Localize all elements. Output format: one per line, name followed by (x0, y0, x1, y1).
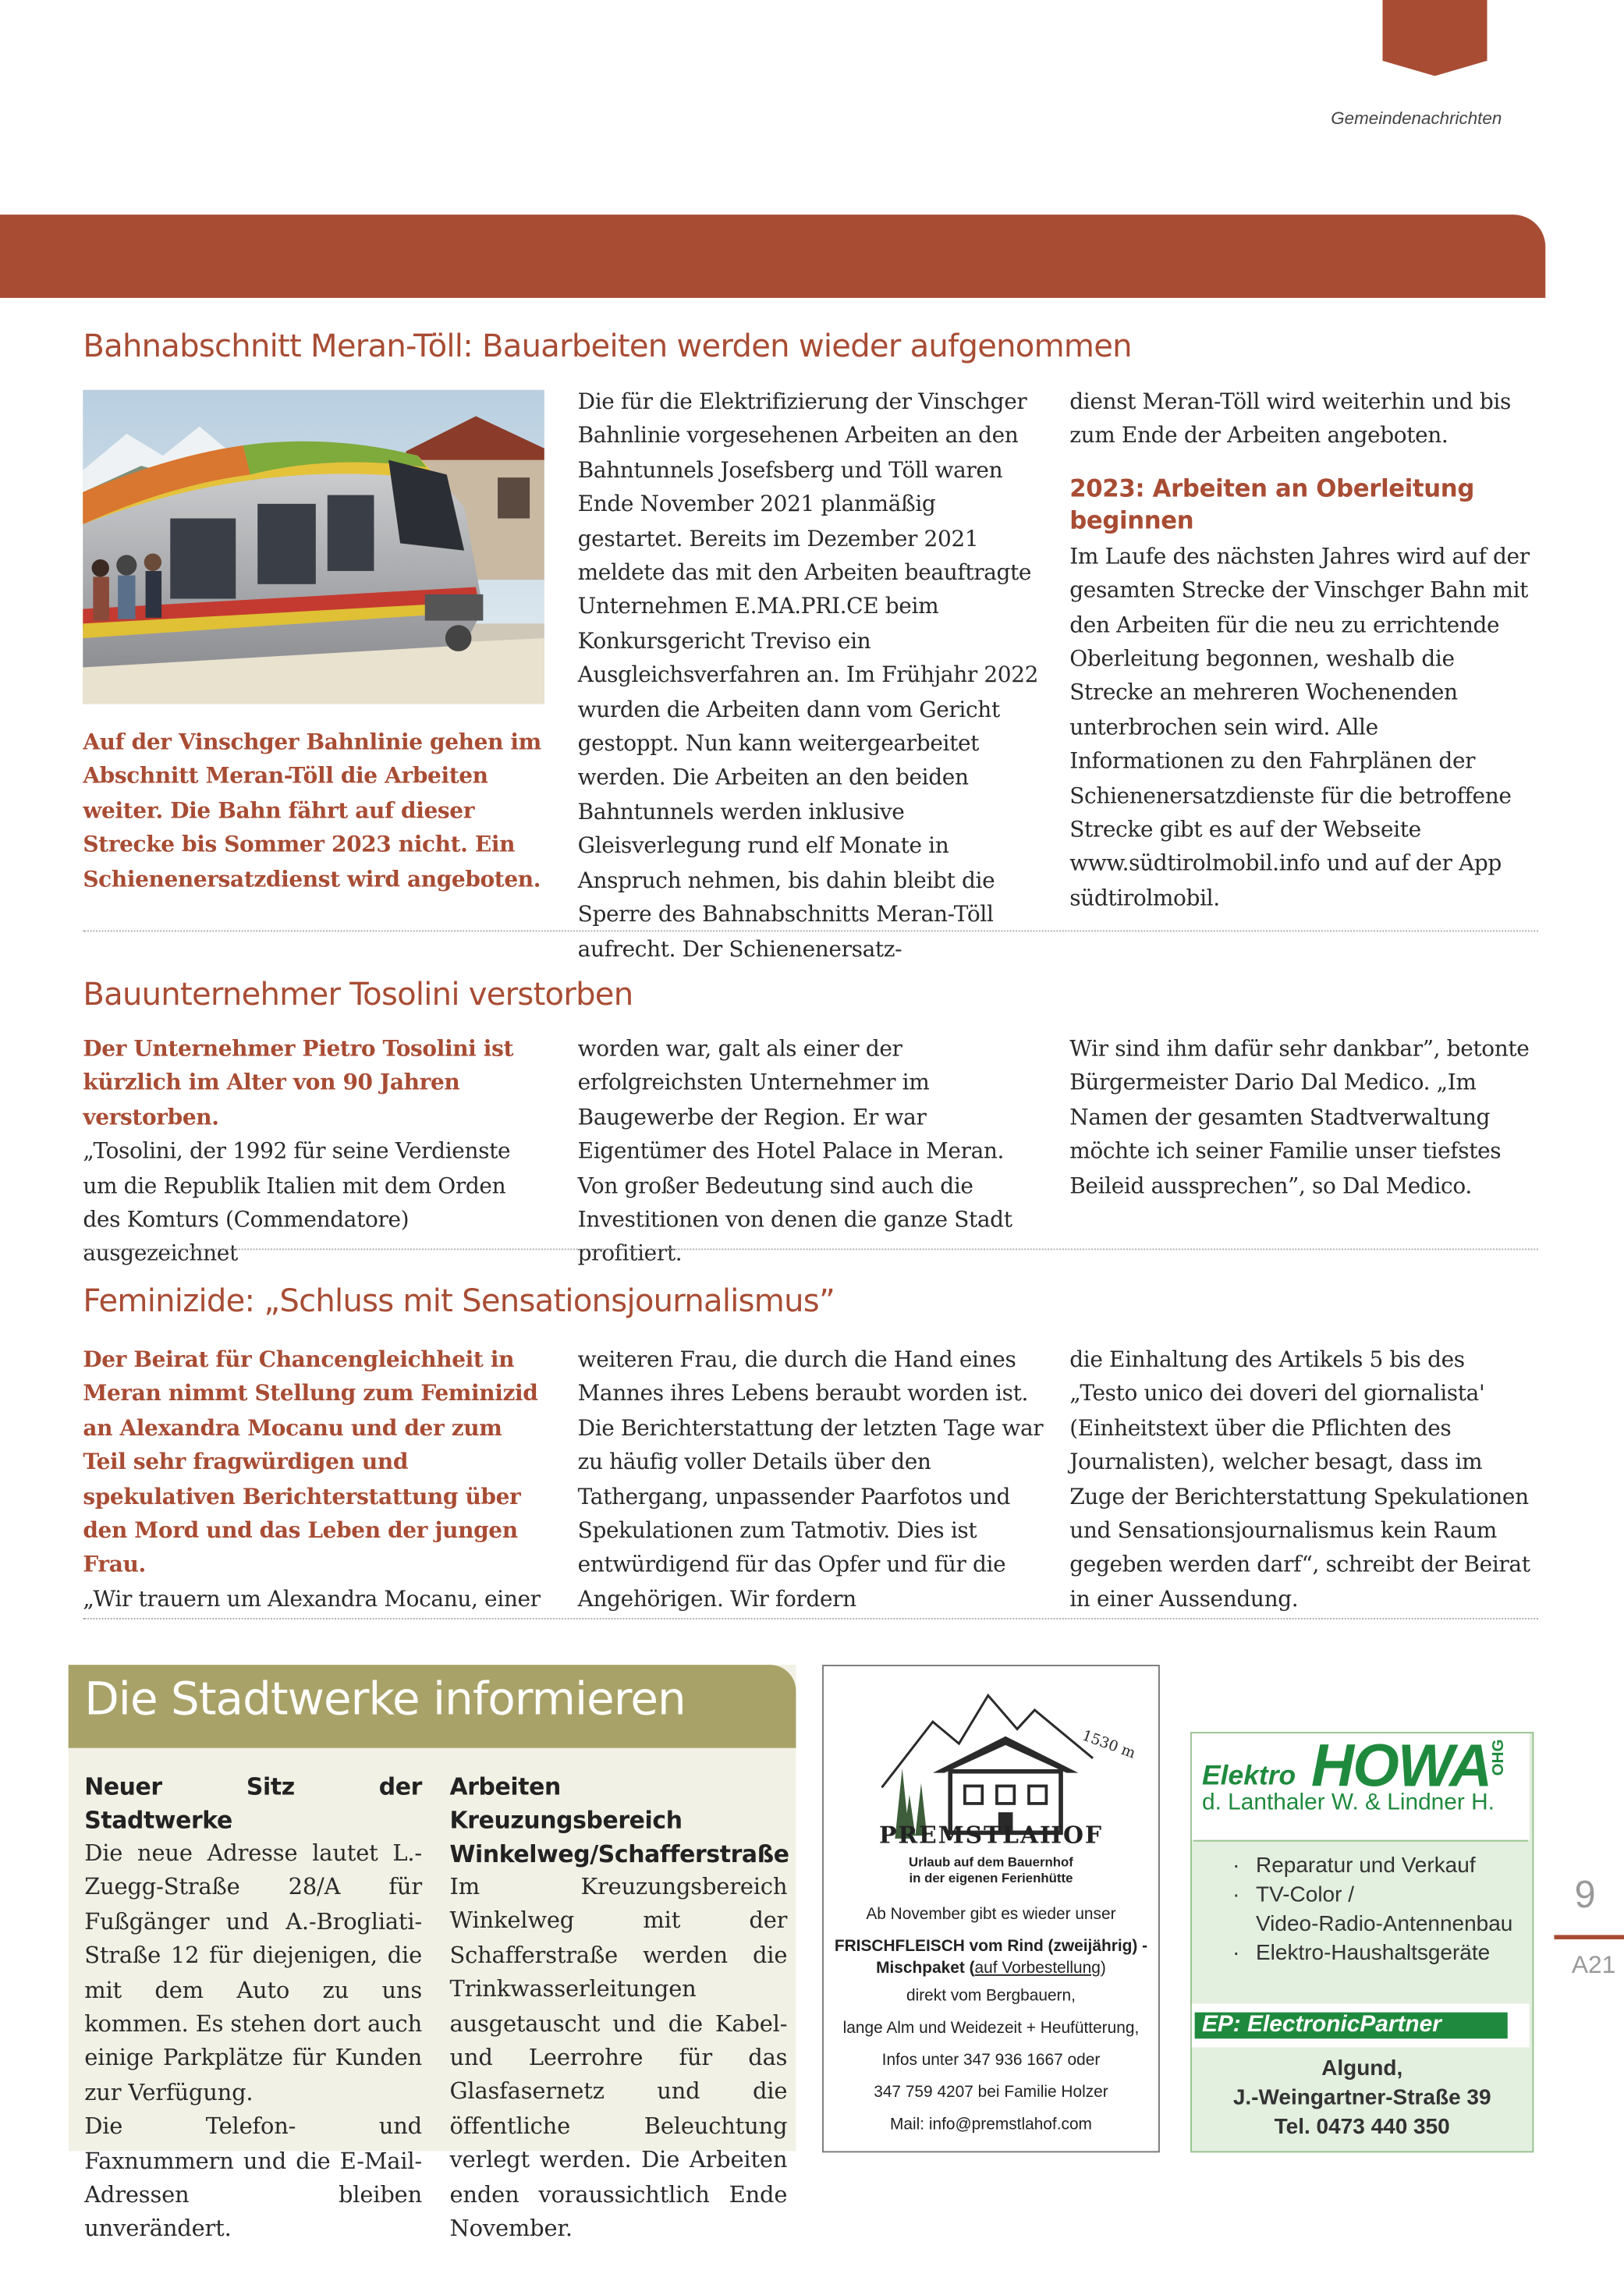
article3-title: Feminizide: „Schluss mit Sensationsjournalismus” (83, 1283, 835, 1321)
premstlahof-name: PREMSTLAHOF (879, 1821, 1103, 1849)
stadtwerke-left-column (84, 1770, 422, 2247)
stadtwerke-left-heading: Neuer Sitz der Stadtwerke (84, 1772, 423, 1835)
howa-street: J.-Weingartner-Straße 39 (1232, 2085, 1491, 2111)
howa-divider (1193, 1840, 1528, 1842)
article3-column2: weiteren Frau, die durch die Hand eines Mannes ihres Lebens beraubt worden ist. Die Berichterstattung der letzten Tage war zu häufig voller Details über den Tathergang, unpassender Paarfotos und Spekulationen zum Tatmotiv. Dies ist entwürdigend für das Opfer und für die Angehörigen. Wir fordern (577, 1346, 1044, 1612)
howa-services (1232, 1852, 1523, 1969)
premstlahof-tagline: Urlaub auf dem Bauernhof (909, 1854, 1073, 1870)
stadtwerke-left-paragraph: Die neue Adresse lautet L.-Zuegg-Straße 28/A für Fußgänger und A.-Brogliati-Straße 12 für diejenigen, die mit dem Auto zu uns kommen. Es stehen dort auch einige Parkplätze für Kunden zur Verfügung. (84, 1839, 423, 2106)
article2-title: Bauunternehmer Tosolini verstorben (83, 977, 633, 1014)
page-tab (1382, 0, 1487, 76)
premstlahof-tagline: in der eigenen Ferienhütte (909, 1871, 1073, 1885)
article2-column3: Wir sind ihm dafür sehr dankbar”, betonte Bürgermeister Dario Dal Medico. „Im Namen der gesamten Stadtverwaltung möchte ich seiner Familie unser tiefstes Beileid aussprechen”, so Dal Medico. (1069, 1035, 1530, 1199)
article1-caption: Auf der Vinschger Bahnlinie gehen im Abschnitt Meran-Töll die Arbeiten weiter. Die Bahn fährt auf dieser Strecke bis Sommer 2023 nicht. Ein Schienenersatzdienst wird angeboten. (83, 729, 541, 892)
howa-service-item (1232, 1910, 1523, 1939)
article1-column3-text: dienst Meran-Töll wird weiterhin und bis zum Ende der Arbeiten angeboten. (1069, 388, 1511, 449)
premstlahof-text: Infos unter 347 936 1667 oder (881, 2052, 1101, 2070)
howa-phone: Tel. 0473 440 350 (1274, 2114, 1450, 2140)
page-code: A21 (1571, 1950, 1616, 1979)
howa-owners: d. Lanthaler W. & Lindner H. (1201, 1790, 1495, 1815)
howa-address (1193, 2055, 1531, 2142)
stadtwerke-left-paragraph: Die Telefon- und Faxnummern und die E-Mail-Adressen bleiben unverändert. (84, 2113, 423, 2243)
article3-lead: Der Beirat für Chancengleichheit in Meran nimmt Stellung zum Feminizid an Alexandra Mocanu und der zum Teil sehr fragwürdigen und spekulativen Berichterstattung über den Mord und das Leben der jungen Frau. (83, 1346, 538, 1578)
train-photo (83, 390, 544, 704)
howa-town: Algund, (1321, 2056, 1403, 2081)
premstlahof-email: Mail: info@premstlahof.com (889, 2116, 1092, 2134)
premstlahof-text (824, 1958, 1158, 1980)
page-number: 9 (1574, 1871, 1596, 1917)
article1-column3 (1069, 385, 1538, 916)
stadtwerke-title: Die Stadtwerke informieren (84, 1673, 686, 1726)
howa-bullet: · (1232, 1853, 1240, 1878)
article2-column2: worden war, galt als einer der erfolgreichsten Unternehmer im Baugewerbe der Region. Er war Eigentümer des Hotel Palace in Meran. Von großer Bedeutung sind auch die Investitionen von denen die ganze Stadt profitiert. (577, 1035, 1012, 1267)
article1-column2: Die für die Elektrifizierung der Vinschger Bahnlinie vorgesehenen Arbeiten an den Bahntunnels Josefsberg und Töll waren Ende November 2021 planmäßig gestartet. Bereits im Dezember 2021 meldete das mit den Arbeiten beauftragte Unternehmen E.MA.PRI.CE beim Konkursgericht Treviso ein Ausgleichsverfahren an. Im Frühjahr 2022 wurden die Arbeiten dann vom Gericht gestoppt. Nun kann weitergearbeitet werden. Die Arbeiten an den beiden Bahntunnels werden inklusive Gleisverlegung rund elf Monate in Anspruch nehmen, bis dahin bleibt die Sperre des Bahnabschnitts Meran-Töll aufrecht. Der Schienenersatz- (577, 388, 1039, 962)
howa-service-text: Reparatur und Verkauf (1256, 1853, 1476, 1878)
header-band (0, 215, 1545, 298)
howa-service-item (1232, 1881, 1523, 1910)
article1-title: Bahnabschnitt Meran-Töll: Bauarbeiten werden wieder aufgenommen (83, 328, 1132, 365)
howa-bullet: · (1232, 1882, 1240, 1907)
divider (83, 1618, 1538, 1619)
howa-service-text: TV-Color / (1256, 1882, 1354, 1907)
article3-column1-text: „Wir trauern um Alexandra Mocanu, einer (83, 1585, 541, 1612)
divider (83, 1249, 1538, 1250)
section-name: Gemeindenachrichten (1331, 108, 1502, 129)
premstlahof-preorder-note: auf Vorbestellung (974, 1960, 1101, 1978)
stadtwerke-right-heading: Arbeiten Kreuzungsbereich Winkelweg/Schafferstraße (449, 1772, 789, 1868)
train-image (83, 390, 544, 704)
premstlahof-text: lange Alm und Weidezeit + Heufütterung, (842, 2019, 1140, 2038)
premstlahof-text-part: ) (1100, 1960, 1106, 1978)
howa-brand: HOWA (1310, 1732, 1491, 1800)
page-number-line (1554, 1935, 1624, 1939)
article3-column3: die Einhaltung des Artikels 5 bis des „Testo unico dei doveri del giornalista' (Einheitstext über die Pflichten des Journalisten), welcher besagt, dass im Zuge der Berichterstattung Spekulationen und Sensationsjournalismus kein Raum gegeben werden darf“, schreibt der Beirat in einer Aussendung. (1069, 1346, 1530, 1612)
article2-column1-text: „Tosolini, der 1992 für seine Verdienste um die Republik Italien mit dem Orden des Komturs (Commendatore) ausgezeichnet (83, 1137, 511, 1267)
article3-column1 (83, 1343, 548, 1617)
premstlahof-text-part: Mischpaket ( (876, 1960, 975, 1978)
premstlahof-ad (822, 1665, 1160, 2152)
premstlahof-text: Ab November gibt es wieder unser (866, 1905, 1116, 1924)
divider (83, 930, 1538, 931)
stadtwerke-right-paragraph: Im Kreuzungsbereich Winkelweg mit der Schafferstraße werden die Trinkwasserleitungen ausgetauscht und die Kabel- und Leerrohre für das Glasfasernetz und die öffentliche Beleuchtung verlegt werden. Die Arbeiten enden voraussichtlich Ende November. (449, 1873, 788, 2242)
article2-column1 (83, 1033, 548, 1272)
howa-service-text: Video-Radio-Antennenbau (1256, 1911, 1513, 1937)
article2-lead: Der Unternehmer Pietro Tosolini ist kürzlich im Alter von 90 Jahren verstorben. (83, 1035, 514, 1130)
premstlahof-text: 347 759 4207 bei Familie Holzer (874, 2084, 1108, 2102)
howa-bullet: · (1232, 1940, 1240, 1966)
howa-service-text: Elektro-Haushaltsgeräte (1256, 1940, 1491, 1966)
howa-elektro: Elektro (1201, 1761, 1296, 1792)
howa-service-item (1232, 1939, 1523, 1968)
premstlahof-altitude: 1530 m (1080, 1727, 1138, 1762)
premstlahof-text: direkt vom Bergbauern, (906, 1987, 1076, 2006)
howa-ohg: OHG (1490, 1739, 1508, 1776)
stadtwerke-right-column (449, 1770, 787, 2247)
howa-ep-logo: EP: ElectronicPartner (1195, 2013, 1508, 2039)
article1-subheading: 2023: Arbeiten an Oberleitung beginnen (1069, 474, 1475, 534)
howa-service-item (1232, 1852, 1523, 1881)
article1-column3-body: Im Laufe des nächsten Jahres wird auf der gesamten Strecke der Vinschger Bahn mit den Arbeiten für die neu zu errichtende Oberleitung begonnen, weshalb die Strecke an mehreren Wochenenden unterbrochen sein wird. Alle Informationen zu den Fahrplänen der Schienenersatzdienste für die betroffene Strecke gibt es auf der Webseite www.südtirolmobil.info und auf der App südtirolmobil. (1069, 543, 1530, 911)
premstlahof-text: FRISCHFLEISCH vom Rind (zweijährig) - (834, 1938, 1148, 1956)
